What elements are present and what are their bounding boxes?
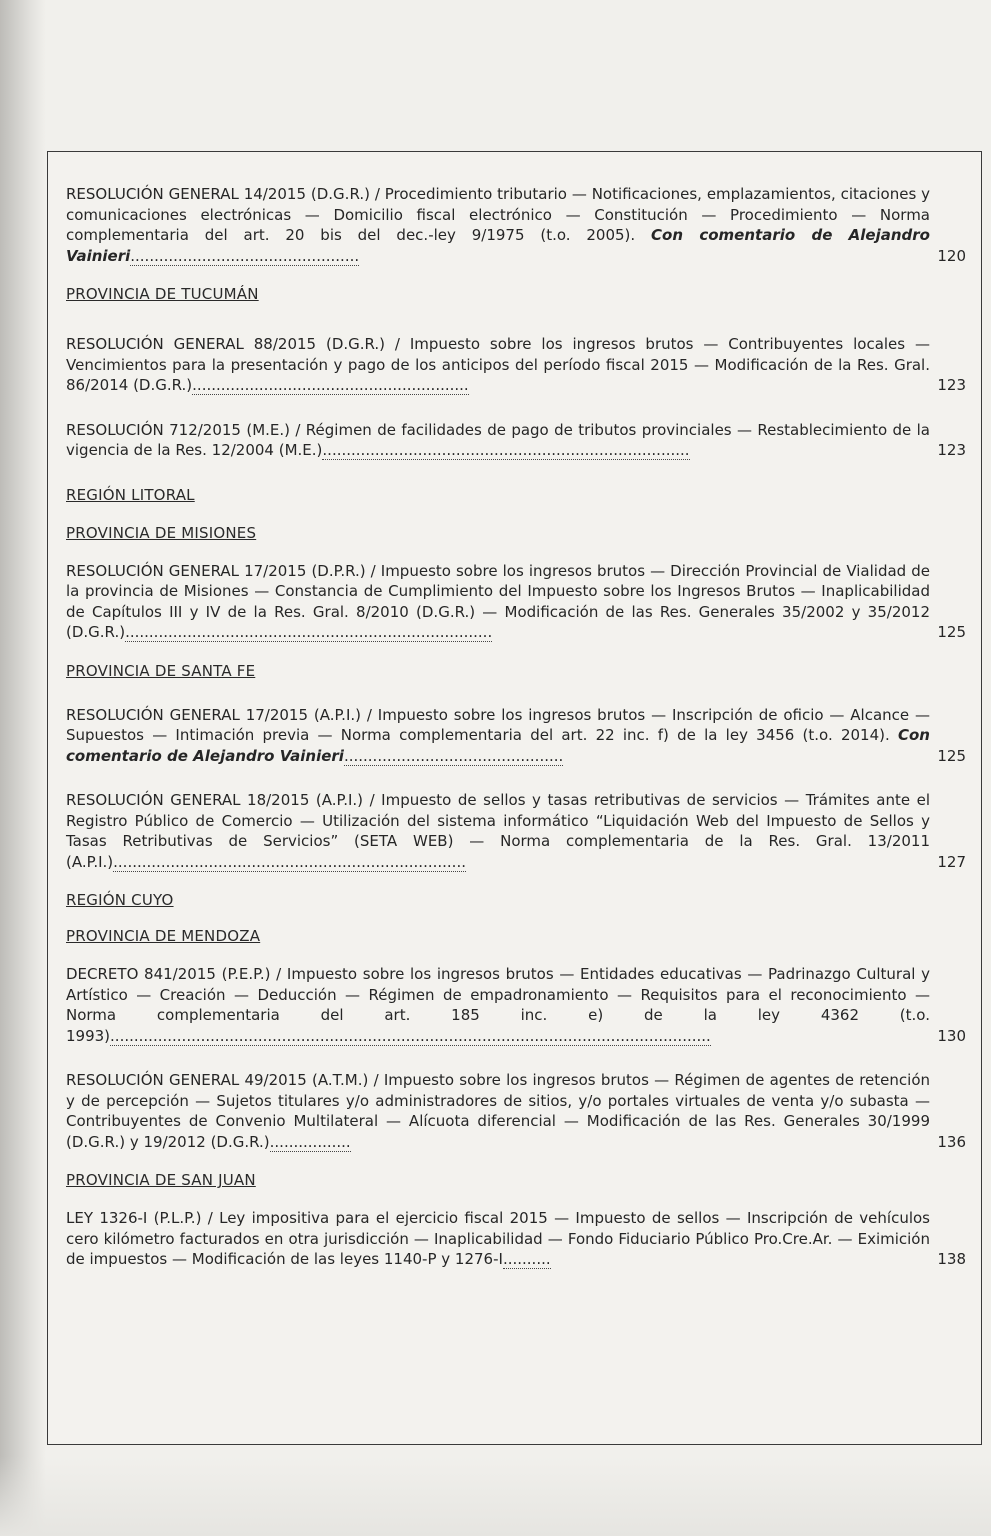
dot-leader: ................................................: [130, 246, 360, 265]
entry-page-number: 123: [937, 376, 966, 394]
entry-text: RESOLUCIÓN GENERAL 17/2015 (D.P.R.) / Impuesto sobre los ingresos brutos — Dirección Provincial de Vialidad de la provincia de Misiones — Constancia de Cumplimiento del Impuesto sobre los Ingresos Brutos — Inaplicabilidad de Capítulos III y IV de la Res. Gral. 8/2010 (D.G.R.) — Modificación de las Res. Generales 35/2002 y 35/2012 (D.G.R.): [66, 561, 930, 641]
region-heading: REGIÓN CUYO: [66, 891, 174, 909]
index-content: [66, 184, 966, 1270]
dot-leader: ..............................................................................................................................: [110, 1026, 711, 1045]
entry-page-number: 127: [937, 852, 966, 871]
index-entry: [66, 964, 966, 1046]
section-heading: PROVINCIA DE SAN JUAN: [66, 1171, 256, 1189]
index-entry: [66, 1070, 966, 1152]
dot-leader: ..............................................: [343, 746, 564, 765]
entry-text: RESOLUCIÓN GENERAL 88/2015 (D.G.R.) / Impuesto sobre los ingresos brutos — Contribuyentes locales — Vencimientos para la presentación y pago de los anticipos del período fiscal 2015 — Modificación de la Res. Gral. 86/2014 (D.G.R.): [66, 335, 930, 394]
dot-leader: .............................................................................: [125, 623, 493, 641]
entry-text: RESOLUCIÓN GENERAL 18/2015 (A.P.I.) / Impuesto de sellos y tasas retributivas de servicios — Trámites ante el Registro Público de Comercio — Utilización del sistema informático “Liquidación Web del Impuesto de Sellos y Tasas Retributivas de Servicios” (SETA WEB) — Norma complementaria de la Res. Gral. 13/2011 (A.P.I.): [66, 791, 930, 871]
index-entry: [66, 1208, 966, 1270]
page-edge-shadow: [0, 0, 46, 1536]
index-entry: [66, 420, 966, 461]
entry-page-number: 130: [937, 1026, 966, 1045]
section-heading: PROVINCIA DE TUCUMÁN: [66, 285, 259, 303]
dot-leader: .................: [269, 1132, 351, 1151]
dot-leader: .............................................................................: [322, 441, 690, 459]
entry-text: RESOLUCIÓN 712/2015 (M.E.) / Régimen de facilidades de pago de tributos provinciales — Restablecimiento de la vigencia de la Res. 12/2004 (M.E.): [66, 420, 930, 459]
dot-leader: ..........................................................: [192, 376, 469, 394]
index-entry: [66, 184, 966, 266]
section-heading: PROVINCIA DE SANTA FE: [66, 661, 256, 680]
section-heading: PROVINCIA DE MISIONES: [66, 523, 257, 542]
entry-page-number: 120: [937, 246, 966, 265]
entry-text: DECRETO 841/2015 (P.E.P.) / Impuesto sobre los ingresos brutos — Entidades educativas — Padrinazgo Cultural y Artístico — Creación — Deducción — Régimen de empadronamiento — Requisitos para el reconocimiento — Norma complementaria del art. 185 inc. e) de la ley 4362 (t.o. 1993): [66, 965, 930, 1045]
index-entry: [66, 705, 966, 767]
index-entry: [66, 334, 966, 396]
page-bottom-shadow: [0, 1456, 991, 1536]
entry-page-number: 125: [937, 746, 966, 765]
entry-comment: Con comentario de Alejandro Vainieri: [66, 726, 930, 765]
index-entry: [66, 790, 966, 872]
entry-page-number: 136: [937, 1132, 966, 1151]
section-heading: PROVINCIA DE MENDOZA: [66, 927, 261, 945]
dot-leader: ..........: [502, 1250, 551, 1268]
entry-page-number: 138: [937, 1250, 966, 1268]
index-entry: [66, 561, 966, 643]
entry-text: RESOLUCIÓN GENERAL 14/2015 (D.G.R.) / Procedimiento tributario — Notificaciones, emplazamientos, citaciones y comunicaciones electrónicas — Domicilio fiscal electrónico — Constitución — Procedimiento — Norma complementaria del art. 20 bis del dec.-ley 9/1975 (t.o. 2005).: [66, 185, 930, 244]
region-heading: REGIÓN LITORAL: [66, 485, 195, 504]
entry-text: LEY 1326-I (P.L.P.) / Ley impositiva para el ejercicio fiscal 2015 — Impuesto de sellos — Inscripción de vehículos cero kilómetro facturados en otra jurisdicción — Inaplicabilidad — Fondo Fiduciario Público Pro.Cre.Ar. — Eximición de impuestos — Modificación de las leyes 1140-P y 1276-I: [66, 1209, 930, 1268]
entry-text: RESOLUCIÓN GENERAL 49/2015 (A.T.M.) / Impuesto sobre los ingresos brutos — Régimen de agentes de retención y de percepción — Sujetos titulares y/o administradores de sitios, y/o portales virtuales de venta y/o subasta — Contribuyentes de Convenio Multilateral — Alícuota diferencial — Modificación de las Res. Generales 30/1999 (D.G.R.) y 19/2012 (D.G.R.): [66, 1071, 930, 1151]
entry-comment: Con comentario de Alejandro Vainieri: [66, 226, 930, 265]
entry-text: RESOLUCIÓN GENERAL 17/2015 (A.P.I.) / Impuesto sobre los ingresos brutos — Inscripción de oficio — Alcance — Supuestos — Intimación previa — Norma complementaria del art. 22 inc. f) de la ley 3456 (t.o. 2014).: [66, 705, 930, 744]
dot-leader: ..........................................................................: [113, 852, 466, 871]
entry-page-number: 123: [937, 441, 966, 459]
entry-page-number: 125: [937, 623, 966, 641]
